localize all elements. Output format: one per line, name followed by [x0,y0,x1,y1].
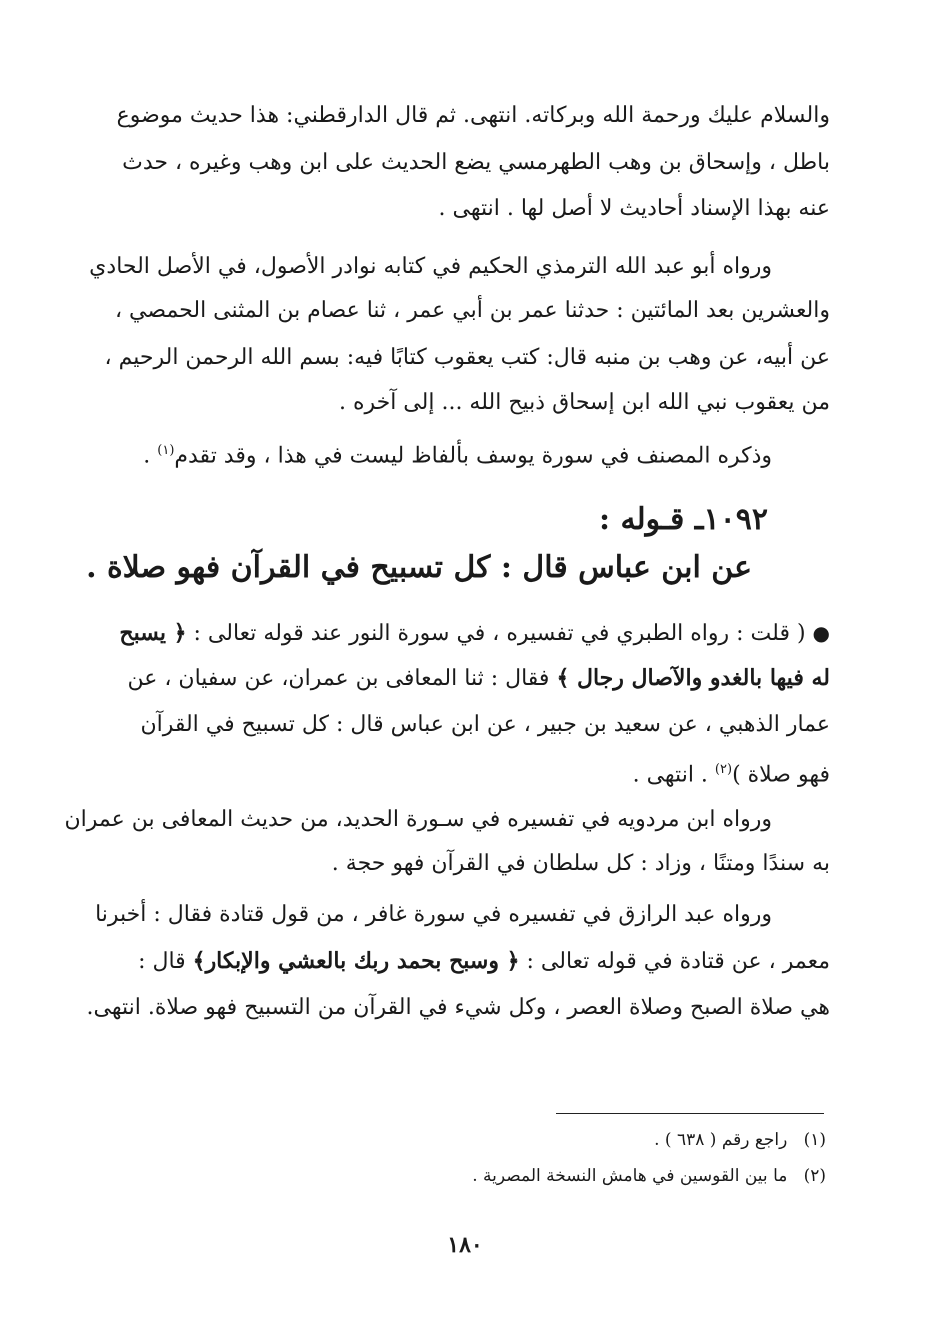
text-line [127,663,830,694]
text-line [633,755,830,790]
text-span: . [143,443,158,469]
text-line: ورواه أبو عبد الله الترمذي الحكيم في كتابه نوادر الأصول، في الأصل الحادي [89,254,772,279]
text-line: والعشرين بعد المائتين : حدثنا عمر بن أبي عمر ، ثنا عصام بن المثنى الحمصي ، [114,298,830,323]
quran-quote: له فيها بالغدو والآصال رجال ﴾ [556,665,830,691]
hadith-text-heading: عن ابن عباس قال : كل تسبيح في القرآن فهو صلاة . [86,550,752,585]
footnote-text: ما بين القوسين في هامش النسخة المصرية . [472,1166,788,1186]
footnote [654,1128,826,1152]
text-span: فهو صلاة ) [732,762,830,788]
text-span: وذكره المصنف في سورة يوسف بألفاظ ليست في هذا ، وقد تقدم [174,443,772,469]
footnote-number: (١) [803,1130,826,1150]
footnote-ref: (٢) [714,762,733,777]
page-number: ١٨٠ [447,1232,483,1258]
text-span: . انتهى . [632,762,715,788]
bullet-icon: ● [812,621,830,645]
quran-quote: ﴿ يسبح [119,620,187,646]
text-line: والسلام عليك ورحمة الله وبركاته. انتهى. ثم قال الدارقطني: هذا حديث موضوع [116,103,830,128]
text-line: هي صلاة الصبح وصلاة العصر ، وكل شيء في القرآن من التسبيح فهو صلاة. انتهى. [86,995,830,1020]
quran-quote: ﴿ وسبح بحمد ربك بالعشي والإبكار﴾ [192,948,520,974]
paragraph-mention [143,436,772,471]
text-line: عمار الذهبي ، عن سعيد بن جبير ، عن ابن عباس قال : كل تسبيح في القرآن [140,712,830,737]
footnote-text: راجع رقم ( ٦٣٨ ) . [654,1130,788,1150]
footnote-ref: (١) [157,443,175,458]
text-line: باطل ، وإسحاق بن وهب الطهرمسي يضع الحديث على ابن وهب وغيره ، حدث [122,150,830,175]
footnote-number: (٢) [803,1166,826,1186]
text-span: فقال : ثنا المعافى بن عمران، عن سفيان ، عن [127,666,557,691]
hadith-number-heading: ١٠٩٢ـ قـوله : [598,502,768,537]
text-span: ( قلت : رواه الطبري في تفسيره ، في سورة النور عند قوله تعالى : [186,621,813,646]
text-line: به سندًا ومتنًا ، وزاد : كل سلطان في القرآن فهو حجة . [331,851,830,876]
text-span: معمر ، عن قتادة في قوله تعالى : [519,949,830,974]
text-span: قال : [138,949,193,974]
text-line [138,946,830,977]
text-line: ورواه ابن مردويه في تفسيره في سـورة الحديد، من حديث المعافى بن عمران [64,807,772,832]
text-line: عن أبيه، عن وهب بن منبه قال: كتب يعقوب كتابًا فيه: بسم الله الرحمن الرحيم ، [104,345,830,370]
footnote-divider [556,1113,824,1114]
text-line [119,618,830,649]
text-line: ورواه عبد الرازق في تفسيره في سورة غافر ، من قول قتادة فقال : أخبرنا [95,902,772,927]
footnote [472,1164,826,1188]
text-line: من يعقوب نبي الله ابن إسحاق ذبيح الله ... إلى آخره . [338,390,830,415]
text-line: عنه بهذا الإسناد أحاديث لا أصل لها . انتهى . [438,196,830,221]
